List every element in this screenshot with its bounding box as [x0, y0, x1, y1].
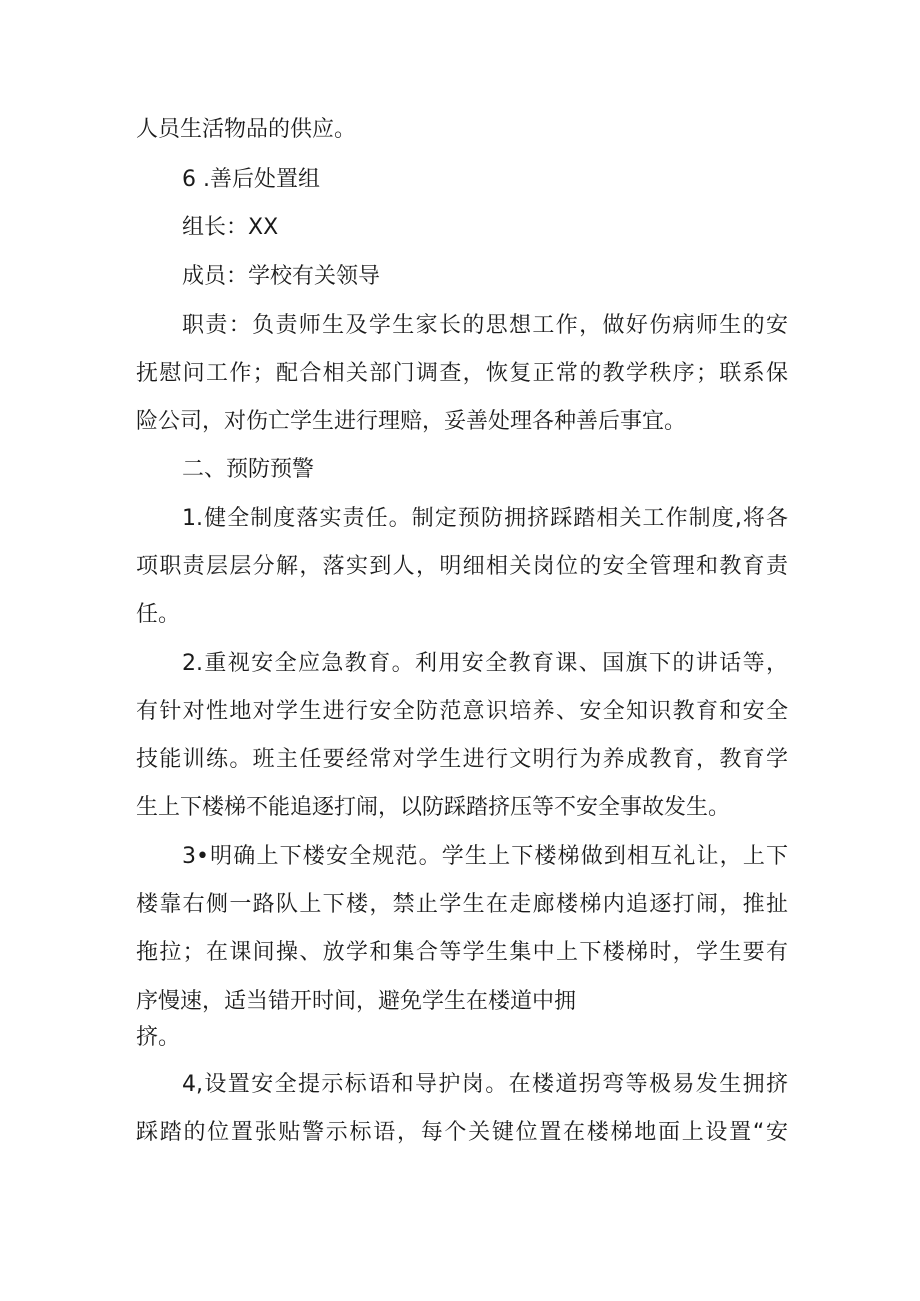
text-line: 3•明确上下楼安全规范。学生上下楼梯做到相互礼让，上下 — [182, 844, 788, 869]
text-line: 序慢速，适当错开时间，避免学生在楼道中拥 — [136, 989, 577, 1014]
text-line: 踩踏的位置张贴警示标语，每个关键位置在楼梯地面上设置“安 — [136, 1120, 788, 1145]
text-line: 2.重视安全应急教育。利用安全教育课、国旗下的讲话等， — [182, 651, 788, 676]
text-line: 楼靠右侧一路队上下楼，禁止学生在走廊楼梯内追逐打闹，推扯 — [136, 892, 788, 917]
text-line: 生上下楼梯不能追逐打闹，以防踩踏挤压等不安全事故发生。 — [136, 795, 731, 820]
section-heading: 6 .善后处置组 — [182, 167, 320, 192]
text-line: 任。 — [136, 602, 181, 627]
text-line: 1.健全制度落实责任。制定预防拥挤踩踏相关工作制度,将各 — [182, 506, 788, 531]
text-line: 险公司，对伤亡学生进行理赔，妥善处理各种善后事宜。 — [136, 409, 687, 434]
text-line: 拖拉；在课间操、放学和集合等学生集中上下楼梯时，学生要有 — [136, 940, 788, 965]
text-line: 挤。 — [136, 1025, 181, 1050]
text-line: 项职责层层分解，落实到人，明细相关岗位的安全管理和教育责 — [136, 554, 788, 579]
text-line: 组长：XX — [182, 215, 279, 240]
section-heading: 二、预防预警 — [182, 457, 315, 482]
text-line: 人员生活物品的供应。 — [136, 117, 357, 142]
text-line: 技能训练。班主任要经常对学生进行文明行为养成教育，教育学 — [136, 747, 788, 772]
text-line: 职责：负责师生及学生家长的思想工作，做好伤病师生的安 — [182, 313, 788, 338]
text-line: 有针对性地对学生进行安全防范意识培养、安全知识教育和安全 — [136, 699, 788, 724]
text-line: 抚慰问工作；配合相关部门调查，恢复正常的教学秩序；联系保 — [136, 361, 788, 386]
text-line: 成员：学校有关领导 — [182, 264, 381, 289]
text-line: 4,设置安全提示标语和导护岗。在楼道拐弯等极易发生拥挤 — [182, 1072, 788, 1097]
